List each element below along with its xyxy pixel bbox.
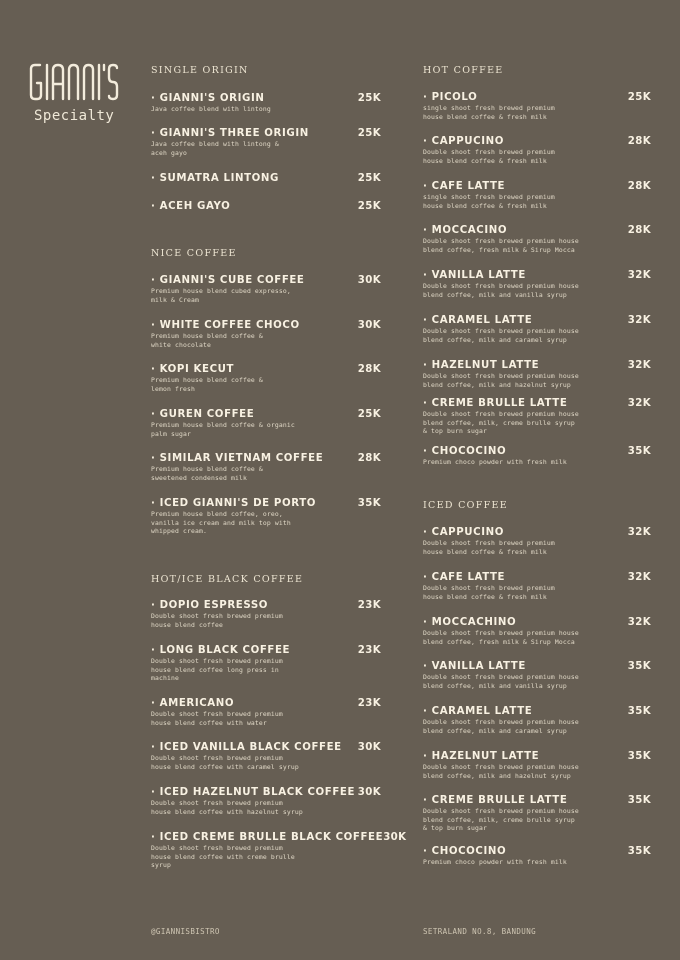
item-description: single shoot fresh brewed premium house blend coffee & fresh milk: [423, 193, 555, 210]
item-name: · HAZELNUT LATTE: [423, 751, 540, 762]
item-name: · CARAMEL LATTE: [423, 706, 533, 717]
menu-item: [423, 315, 651, 344]
item-name: · ICED HAZELNUT BLACK COFFEE: [151, 787, 356, 798]
menu-item: [151, 787, 381, 816]
item-price: 32K: [627, 398, 651, 409]
menu-item: [151, 832, 407, 870]
item-description: Premium house blend coffee & sweetened condensed milk: [151, 465, 263, 482]
item-price: 30K: [383, 832, 407, 843]
item-description: Double shoot fresh brewed premium house blend coffee, milk and vanilla syrup: [423, 282, 579, 299]
item-price: 32K: [627, 527, 651, 538]
item-price: 28K: [357, 453, 381, 464]
item-name: · CAFE LATTE: [423, 181, 506, 192]
item-price: 35K: [357, 498, 381, 509]
menu-item: [151, 498, 381, 536]
item-price: 35K: [627, 795, 651, 806]
item-description: Double shoot fresh brewed premium house blend coffee with water: [151, 710, 283, 727]
item-price: 23K: [357, 698, 381, 709]
section-title-single-origin: SINGLE ORIGIN: [151, 65, 249, 76]
item-price: 35K: [627, 706, 651, 717]
item-name: · MOCCACINO: [423, 225, 508, 236]
item-name: · CREME BRULLE LATTE: [423, 398, 568, 409]
item-description: Premium house blend coffee, oreo, vanilla ice cream and milk top with whipped cream.: [151, 510, 291, 535]
footer-instagram: @GIANNISBISTRO: [151, 927, 220, 936]
item-description: Premium house blend coffee & lemon fresh: [151, 376, 263, 393]
section-title-iced-coffee: ICED COFFEE: [423, 500, 509, 511]
item-description: Java coffee blend with lintong & aceh gayo: [151, 140, 279, 157]
item-description: Double shoot fresh brewed premium house blend coffee with creme brulle syrup: [151, 844, 295, 869]
menu-item: [151, 364, 381, 393]
item-price: 25K: [357, 201, 381, 212]
menu-item: [151, 320, 381, 349]
item-description: Premium house blend coffee & white chocolate: [151, 332, 263, 349]
item-description: Double shoot fresh brewed premium house blend coffee with hazelnut syrup: [151, 799, 303, 816]
item-name: · GIANNI'S ORIGIN: [151, 93, 265, 104]
menu-item: [423, 617, 651, 646]
item-name: · AMERICANO: [151, 698, 235, 709]
item-price: 25K: [357, 409, 381, 420]
item-name: · CAPPUCINO: [423, 527, 505, 538]
item-name: · DOPIO ESPRESSO: [151, 600, 269, 611]
menu-item: [151, 173, 381, 184]
item-description: Double shoot fresh brewed premium house blend coffee, fresh milk & Sirup Mocca: [423, 629, 579, 646]
item-name: · LONG BLACK COFFEE: [151, 645, 291, 656]
menu-item: [151, 698, 381, 727]
item-description: Double shoot fresh brewed premium house blend coffee, milk and caramel syrup: [423, 718, 579, 735]
item-description: Premium house blend coffee & organic palm sugar: [151, 421, 295, 438]
menu-item: [151, 275, 381, 304]
item-name: · CHOCOCINO: [423, 846, 507, 857]
item-name: · PICOLO: [423, 92, 478, 103]
item-price: 35K: [627, 661, 651, 672]
brand-logo: [28, 60, 128, 124]
item-name: · CREME BRULLE LATTE: [423, 795, 568, 806]
item-price: 32K: [627, 360, 651, 371]
item-name: · HAZELNUT LATTE: [423, 360, 540, 371]
item-price: 30K: [357, 742, 381, 753]
item-name: · CHOCOCINO: [423, 446, 507, 457]
item-price: 32K: [627, 572, 651, 583]
item-price: 35K: [627, 846, 651, 857]
item-description: Premium choco powder with fresh milk: [423, 858, 567, 866]
item-price: 35K: [627, 446, 651, 457]
menu-item: [151, 93, 381, 114]
menu-item: [423, 181, 651, 210]
item-price: 32K: [627, 270, 651, 281]
brand-specialty-label: Specialty: [34, 108, 115, 124]
section-title-nice-coffee: NICE COFFEE: [151, 248, 237, 259]
item-description: Java coffee blend with lintong: [151, 105, 271, 113]
item-price: 25K: [357, 93, 381, 104]
menu-item: [423, 270, 651, 299]
item-price: 25K: [627, 92, 651, 103]
item-description: Double shoot fresh brewed premium house blend coffee, milk and hazelnut syrup: [423, 763, 579, 780]
menu-item: [151, 742, 381, 771]
item-description: Double shoot fresh brewed premium house blend coffee, fresh milk & Sirup Mocca: [423, 237, 579, 254]
item-name: · GIANNI'S CUBE COFFEE: [151, 275, 305, 286]
menu-item: [423, 751, 651, 780]
item-price: 28K: [627, 225, 651, 236]
item-name: · ICED VANILLA BLACK COFFEE: [151, 742, 342, 753]
item-name: · SUMATRA LINTONG: [151, 173, 279, 184]
menu-item: [423, 572, 651, 601]
item-description: Double shoot fresh brewed premium house blend coffee, milk, creme brulle syrup & top burn sugar: [423, 807, 579, 832]
item-description: Double shoot fresh brewed premium house blend coffee, milk, creme brulle syrup & top burn sugar: [423, 410, 579, 435]
menu-item: [151, 600, 381, 629]
menu-item: [423, 706, 651, 735]
menu-item: [151, 201, 381, 212]
item-description: Double shoot fresh brewed premium house blend coffee & fresh milk: [423, 584, 555, 601]
menu-item: [423, 846, 651, 867]
item-price: 35K: [627, 751, 651, 762]
item-price: 23K: [357, 645, 381, 656]
item-name: · ACEH GAYO: [151, 201, 231, 212]
item-description: Double shoot fresh brewed premium house blend coffee long press in machine: [151, 657, 283, 682]
item-description: Premium house blend cubed expresso, milk & Cream: [151, 287, 291, 304]
section-title-black-coffee: HOT/ICE BLACK COFFEE: [151, 574, 304, 585]
item-name: · GIANNI'S THREE ORIGIN: [151, 128, 309, 139]
menu-item: [423, 136, 651, 165]
item-description: Double shoot fresh brewed premium house blend coffee, milk and vanilla syrup: [423, 673, 579, 690]
item-price: 25K: [357, 173, 381, 184]
menu-item: [423, 398, 651, 436]
menu-item: [151, 645, 381, 683]
item-price: 28K: [627, 181, 651, 192]
item-name: · SIMILAR VIETNAM COFFEE: [151, 453, 324, 464]
item-price: 28K: [627, 136, 651, 147]
item-description: Double shoot fresh brewed premium house blend coffee, milk and caramel syrup: [423, 327, 579, 344]
item-name: · CAPPUCINO: [423, 136, 505, 147]
menu-item: [151, 409, 381, 438]
menu-item: [423, 661, 651, 690]
item-price: 30K: [357, 275, 381, 286]
footer-address: SETRALAND NO.8, BANDUNG: [423, 927, 537, 936]
item-name: · MOCCACHINO: [423, 617, 517, 628]
item-description: Double shoot fresh brewed premium house blend coffee & fresh milk: [423, 148, 555, 165]
item-description: Double shoot fresh brewed premium house blend coffee, milk and hazelnut syrup: [423, 372, 579, 389]
item-name: · CAFE LATTE: [423, 572, 506, 583]
item-description: Double shoot fresh brewed premium house blend coffee with caramel syrup: [151, 754, 299, 771]
item-name: · CARAMEL LATTE: [423, 315, 533, 326]
menu-item: [151, 453, 381, 482]
item-description: Double shoot fresh brewed premium house blend coffee & fresh milk: [423, 539, 555, 556]
item-price: 30K: [357, 320, 381, 331]
menu-item: [423, 360, 651, 389]
item-price: 32K: [627, 315, 651, 326]
item-price: 30K: [357, 787, 381, 798]
item-name: · VANILLA LATTE: [423, 661, 526, 672]
giannis-wordmark-logo: [28, 60, 120, 104]
item-name: · WHITE COFFEE CHOCO: [151, 320, 300, 331]
item-name: · ICED GIANNI'S DE PORTO: [151, 498, 317, 509]
section-title-hot-coffee: HOT COFFEE: [423, 65, 504, 76]
item-name: · ICED CREME BRULLE BLACK COFFEE: [151, 832, 384, 843]
menu-item: [423, 225, 651, 254]
item-description: Double shoot fresh brewed premium house blend coffee: [151, 612, 283, 629]
menu-item: [151, 128, 381, 157]
item-name: · GUREN COFFEE: [151, 409, 255, 420]
menu-item: [423, 92, 651, 121]
item-description: single shoot fresh brewed premium house blend coffee & fresh milk: [423, 104, 555, 121]
item-price: 32K: [627, 617, 651, 628]
item-price: 28K: [357, 364, 381, 375]
item-description: Premium choco powder with fresh milk: [423, 458, 567, 466]
menu-item: [423, 446, 651, 467]
item-price: 25K: [357, 128, 381, 139]
item-price: 23K: [357, 600, 381, 611]
menu-item: [423, 795, 651, 833]
item-name: · VANILLA LATTE: [423, 270, 526, 281]
item-name: · KOPI KECUT: [151, 364, 235, 375]
menu-item: [423, 527, 651, 556]
